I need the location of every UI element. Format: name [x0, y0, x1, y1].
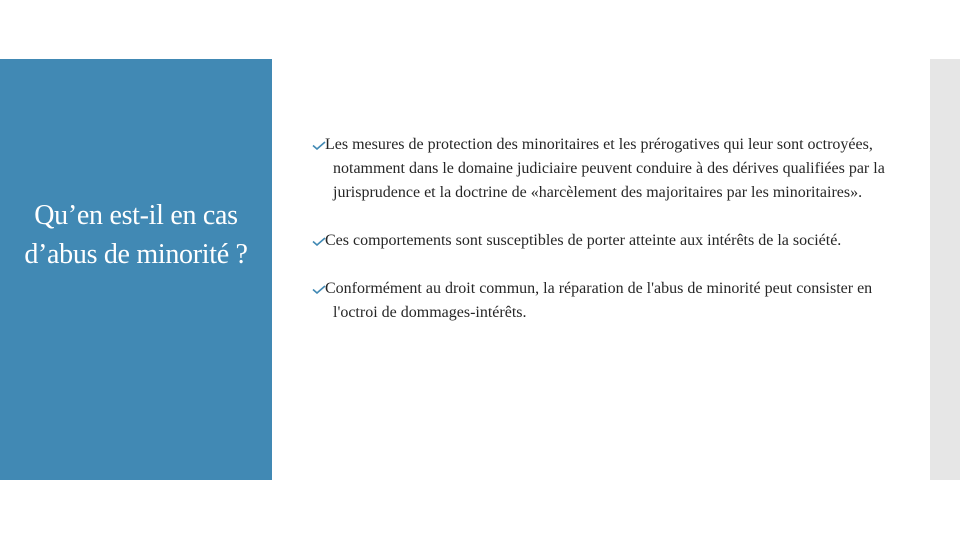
bullet-text: Les mesures de protection des minoritaires et les prérogatives qui leur sont octroyées, notamment dans le domaine judiciaire peuvent conduire à des dérives qualifiées par la jurisprudence et la doctrine de «harcèlement des majoritaires par les minoritaires».: [325, 136, 885, 201]
bullet-text: Conformément au droit commun, la réparation de l'abus de minorité peut consister en l'octroi de dommages-intérêts.: [325, 280, 873, 321]
checkmark-icon: [312, 141, 326, 150]
checkmark-icon: [312, 285, 326, 294]
side-bar: [930, 59, 960, 480]
bullet-item: [312, 133, 892, 205]
checkmark-icon: [312, 237, 326, 246]
bullet-text: Ces comportements sont susceptibles de porter atteinte aux intérêts de la société.: [325, 232, 842, 249]
bullet-item: [312, 277, 892, 325]
bullet-list: [312, 133, 892, 325]
title-panel: [0, 59, 272, 480]
slide-title: Qu’en est-il en cas d’abus de minorité ?: [24, 200, 248, 270]
bullet-item: [312, 229, 892, 253]
